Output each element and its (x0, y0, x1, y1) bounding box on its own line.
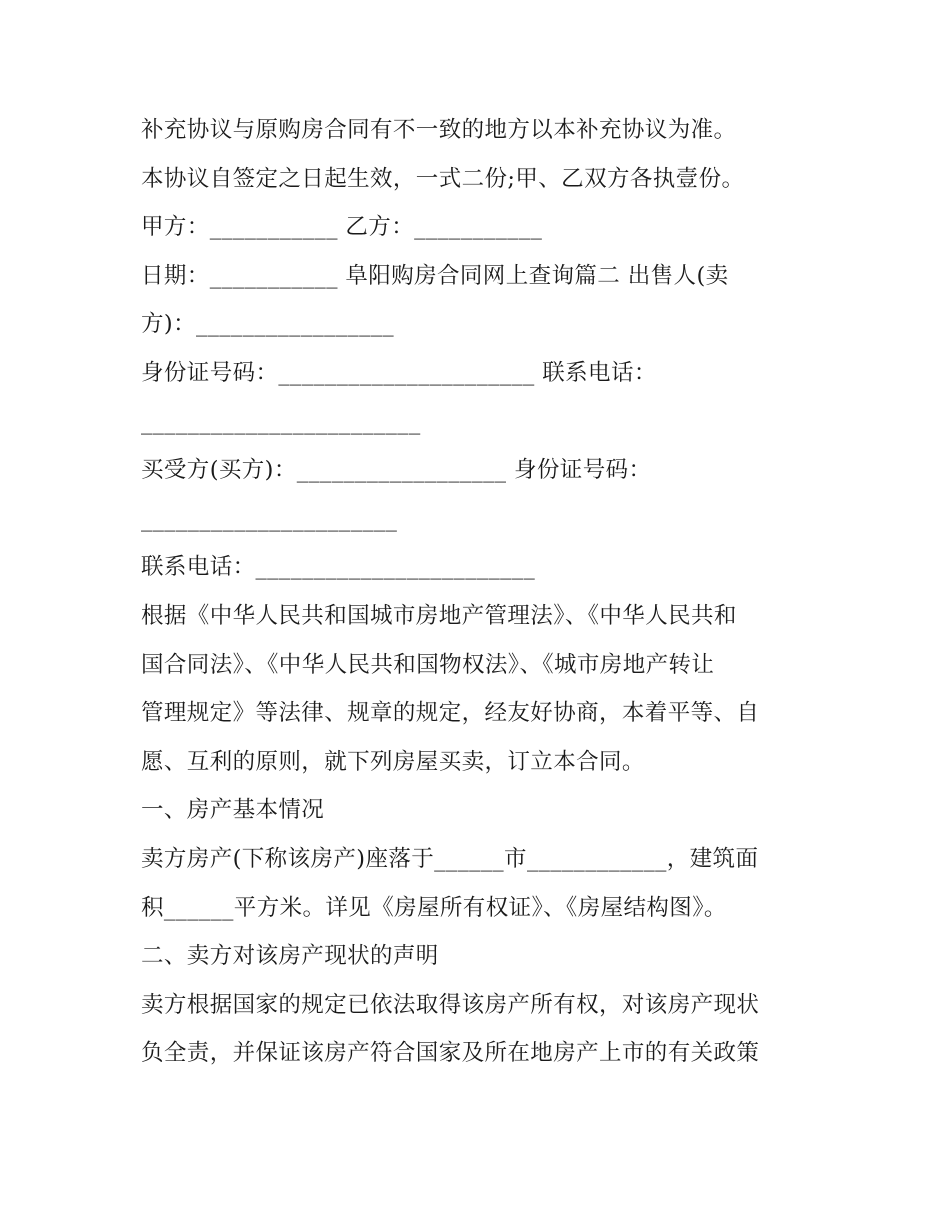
document-body (141, 106, 821, 1078)
text-line-seller-phone-blank: ________________________ (141, 408, 421, 435)
text-line-legal-basis-4: 愿、互利的原则，就下列房屋买卖，订立本合同。 (141, 748, 645, 775)
text-line-party-signatures: 甲方：___________ 乙方：___________ (141, 214, 543, 241)
text-line-legal-basis-2: 国合同法》、《中华人民共和国物权法》、《城市房地产转让 (141, 651, 715, 678)
text-line-buyer-id-blank: ______________________ (141, 505, 398, 532)
section-heading-seller-statement: 二、卖方对该房产现状的声明 (141, 943, 439, 970)
section-heading-property-info: 一、房产基本情况 (141, 797, 325, 824)
text-line-seller-field: 方)：_________________ (141, 311, 395, 338)
text-line-supplement-precedence: 补充协议与原购房合同有不一致的地方以本补充协议为准。 (141, 117, 737, 143)
text-line-seller-id-phone: 身份证号码：______________________ 联系电话： (141, 359, 657, 386)
text-line-legal-basis-3: 管理规定》等法律、规章的规定，经友好协商，本着平等、自 (141, 700, 760, 727)
text-line-effective-date: 本协议自签定之日起生效，一式二份;甲、乙双方各执壹份。 (141, 165, 745, 192)
text-line-seller-statement-1: 卖方根据国家的规定已依法取得该房产所有权，对该房产现状 (141, 991, 760, 1018)
text-line-seller-statement-2: 负全责，并保证该房产符合国家及所在地房产上市的有关政策 (141, 1040, 760, 1067)
text-line-legal-basis-1: 根据《中华人民共和国城市房地产管理法》、《中华人民共和 (141, 602, 737, 629)
text-line-buyer-phone: 联系电话：________________________ (141, 554, 536, 581)
text-line-property-area: 积______平方米。详见《房屋所有权证》、《房屋结构图》。 (141, 894, 727, 921)
text-line-buyer-id: 买受方(买方)：__________________ 身份证号码： (141, 457, 652, 484)
text-line-date-and-seller: 日期：___________ 阜阳购房合同网上查询篇二 出售人(卖 (141, 262, 729, 289)
text-line-property-location: 卖方房产(下称该房产)座落于______市____________，建筑面 (141, 845, 759, 872)
